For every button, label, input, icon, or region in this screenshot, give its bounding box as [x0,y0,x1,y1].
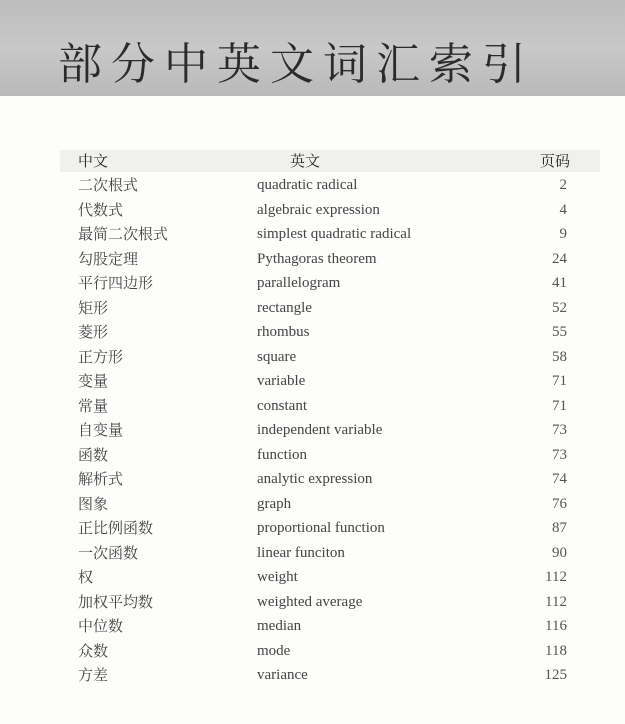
chinese-term: 最简二次根式 [78,225,169,243]
page-number: 118 [545,642,567,659]
header-english: 英文 [290,152,321,170]
page-number: 116 [545,618,567,634]
chinese-term: 变量 [78,372,109,390]
english-term: Pythagoras theorem [257,250,377,267]
table-row [0,614,625,638]
page-number: 112 [545,593,567,610]
page-number: 58 [552,348,567,365]
table-row [0,198,625,222]
page-number: 73 [552,446,567,463]
english-term: weighted average [257,593,363,610]
table-row [0,369,625,393]
page-number: 9 [559,226,567,242]
table-row [0,247,625,271]
english-term: variance [257,667,308,683]
table-row [0,418,625,442]
chinese-term: 图象 [78,494,109,513]
english-term: variable [257,373,306,389]
english-term: analytic expression [257,471,373,487]
page-number: 74 [552,471,567,487]
table-row [0,541,625,565]
chinese-term: 函数 [78,445,109,464]
chinese-term: 代数式 [78,200,124,219]
table-row [0,271,625,295]
page-number: 55 [552,324,567,340]
table-row [0,173,625,197]
english-term: proportional function [257,520,385,536]
english-term: independent variable [257,422,383,438]
english-term: linear funciton [257,544,345,561]
english-term: algebraic expression [257,201,380,218]
page-title: 部分中英文词汇索引 [58,39,535,90]
table-row [0,394,625,418]
table-row [0,663,625,687]
chinese-term: 菱形 [78,323,109,341]
english-term: median [257,618,302,634]
chinese-term: 权 [78,568,94,586]
english-term: rhombus [257,324,310,340]
english-term: weight [257,569,298,585]
page-number: 76 [552,495,567,512]
chinese-term: 勾股定理 [78,249,139,268]
page-number: 4 [559,201,567,218]
chinese-term: 解析式 [78,470,124,488]
chinese-term: 众数 [78,641,109,660]
chinese-term: 方差 [78,666,109,684]
english-term: simplest quadratic radical [257,226,412,242]
table-row [0,345,625,369]
page-number: 112 [545,569,567,585]
table-row [0,639,625,663]
table-header [60,150,600,172]
header-chinese: 中文 [78,152,109,170]
page-number: 24 [552,250,567,267]
chinese-term: 正方形 [78,347,124,366]
table-row [0,467,625,491]
page-number: 125 [544,667,567,683]
english-term: rectangle [257,299,312,316]
page-number: 71 [552,373,567,389]
header-page: 页码 [540,152,571,170]
english-term: function [257,446,307,463]
english-term: square [257,348,297,365]
page-number: 41 [552,275,567,291]
page-number: 52 [552,299,567,316]
chinese-term: 常量 [78,396,109,415]
table-row [0,565,625,589]
table-row [0,443,625,467]
chinese-term: 自变量 [78,421,124,439]
table-row [0,320,625,344]
page-number: 71 [552,397,567,414]
chinese-term: 加权平均数 [78,592,154,611]
table-row [0,222,625,246]
table-row [0,296,625,320]
page-number: 90 [552,544,567,561]
chinese-term: 中位数 [78,617,124,635]
english-term: graph [257,495,292,512]
english-term: constant [257,397,307,414]
chinese-term: 一次函数 [78,543,139,562]
english-term: parallelogram [257,275,341,291]
table-row [0,516,625,540]
chinese-term: 矩形 [78,298,109,317]
english-term: mode [257,642,291,659]
chinese-term: 平行四边形 [78,274,154,292]
table-row [0,590,625,614]
page-number: 2 [559,177,567,193]
table-row [0,492,625,516]
english-term: quadratic radical [257,177,358,193]
chinese-term: 正比例函数 [78,519,154,537]
chinese-term: 二次根式 [78,176,139,194]
page-number: 73 [552,422,567,438]
page-number: 87 [552,520,567,536]
